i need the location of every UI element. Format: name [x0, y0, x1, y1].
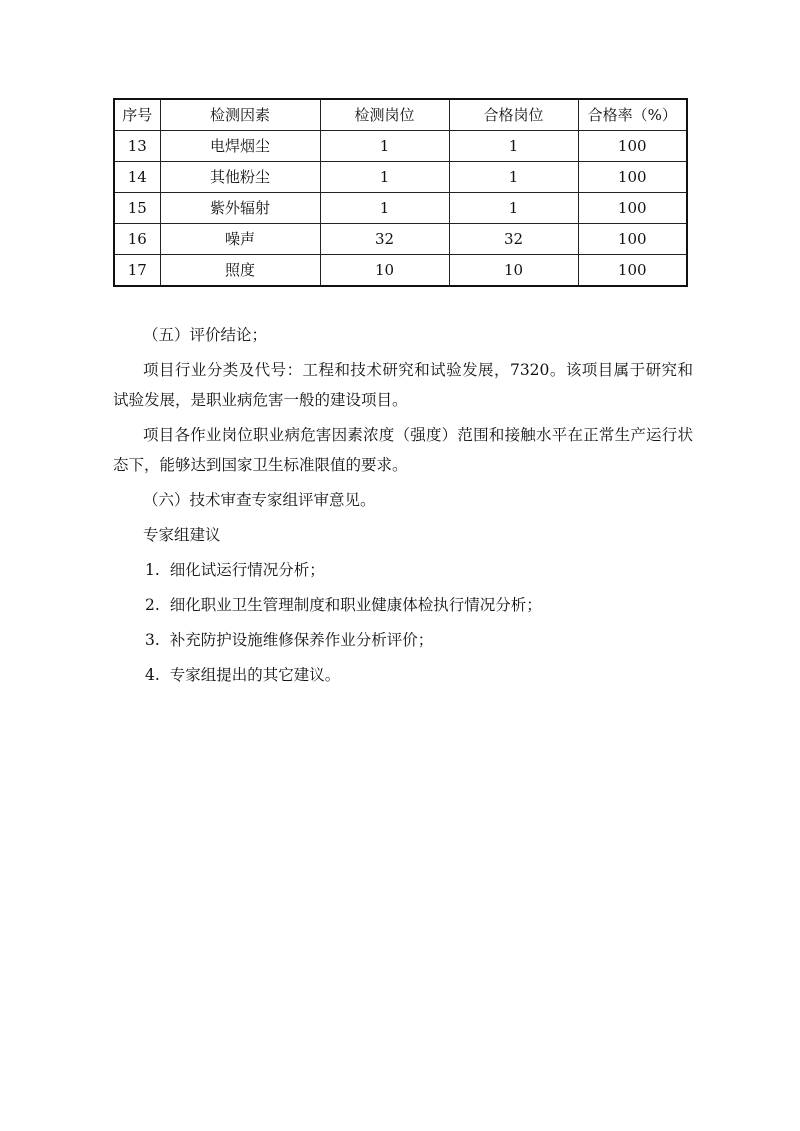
list-number: 2.	[145, 596, 160, 614]
cell-pass-rate: 100	[578, 255, 687, 287]
industry-classification-paragraph: 项目行业分类及代号：工程和技术研究和试验发展，7320。该项目属于研究和试验发展，是职业病危害一般的建设项目。	[113, 361, 693, 409]
header-index: 序号	[114, 99, 160, 131]
cell-qualified-posts: 32	[449, 224, 578, 255]
cell-factor: 照度	[160, 255, 320, 287]
cell-qualified-posts: 1	[449, 162, 578, 193]
cell-index: 13	[114, 131, 160, 162]
section-five-heading: （五）评价结论；	[143, 326, 268, 344]
list-number: 4.	[145, 666, 160, 684]
cell-pass-rate: 100	[578, 131, 687, 162]
cell-pass-rate: 100	[578, 224, 687, 255]
table-row	[114, 224, 687, 255]
cell-detected-posts: 32	[320, 224, 449, 255]
cell-qualified-posts: 1	[449, 131, 578, 162]
expert-suggestions-heading: 专家组建议	[143, 526, 221, 544]
cell-index: 16	[114, 224, 160, 255]
cell-index: 15	[114, 193, 160, 224]
list-text: 补充防护设施维修保养作业分析评价；	[169, 631, 434, 649]
cell-factor: 电焊烟尘	[160, 131, 320, 162]
header-qualified-posts: 合格岗位	[449, 99, 578, 131]
table-row	[114, 255, 687, 287]
section-six-heading: （六）技术审查专家组评审意见。	[143, 491, 376, 509]
cell-index: 14	[114, 162, 160, 193]
list-number: 3.	[145, 631, 160, 649]
cell-index: 17	[114, 255, 160, 287]
table-header-row	[114, 99, 687, 131]
list-text: 细化职业卫生管理制度和职业健康体检执行情况分析；	[169, 596, 542, 614]
table-row	[114, 162, 687, 193]
cell-pass-rate: 100	[578, 193, 687, 224]
header-pass-rate: 合格率（%）	[578, 99, 687, 131]
cell-qualified-posts: 1	[449, 193, 578, 224]
list-number: 1.	[145, 561, 160, 579]
body-text	[113, 320, 693, 695]
cell-factor: 其他粉尘	[160, 162, 320, 193]
list-item	[113, 590, 693, 620]
cell-pass-rate: 100	[578, 162, 687, 193]
list-item	[113, 625, 693, 655]
cell-detected-posts: 1	[320, 193, 449, 224]
table-row	[114, 193, 687, 224]
exposure-conclusion-paragraph: 项目各作业岗位职业病危害因素浓度（强度）范围和接触水平在正常生产运行状态下，能够达到国家卫生标准限值的要求。	[113, 426, 693, 474]
list-item	[113, 660, 693, 690]
cell-qualified-posts: 10	[449, 255, 578, 287]
cell-factor: 紫外辐射	[160, 193, 320, 224]
table-row	[114, 131, 687, 162]
list-item	[113, 555, 693, 585]
detection-results-table	[113, 98, 688, 287]
header-detected-posts: 检测岗位	[320, 99, 449, 131]
header-factor: 检测因素	[160, 99, 320, 131]
list-text: 细化试运行情况分析；	[169, 561, 325, 579]
cell-detected-posts: 10	[320, 255, 449, 287]
list-text: 专家组提出的其它建议。	[169, 666, 341, 684]
cell-detected-posts: 1	[320, 162, 449, 193]
cell-detected-posts: 1	[320, 131, 449, 162]
cell-factor: 噪声	[160, 224, 320, 255]
